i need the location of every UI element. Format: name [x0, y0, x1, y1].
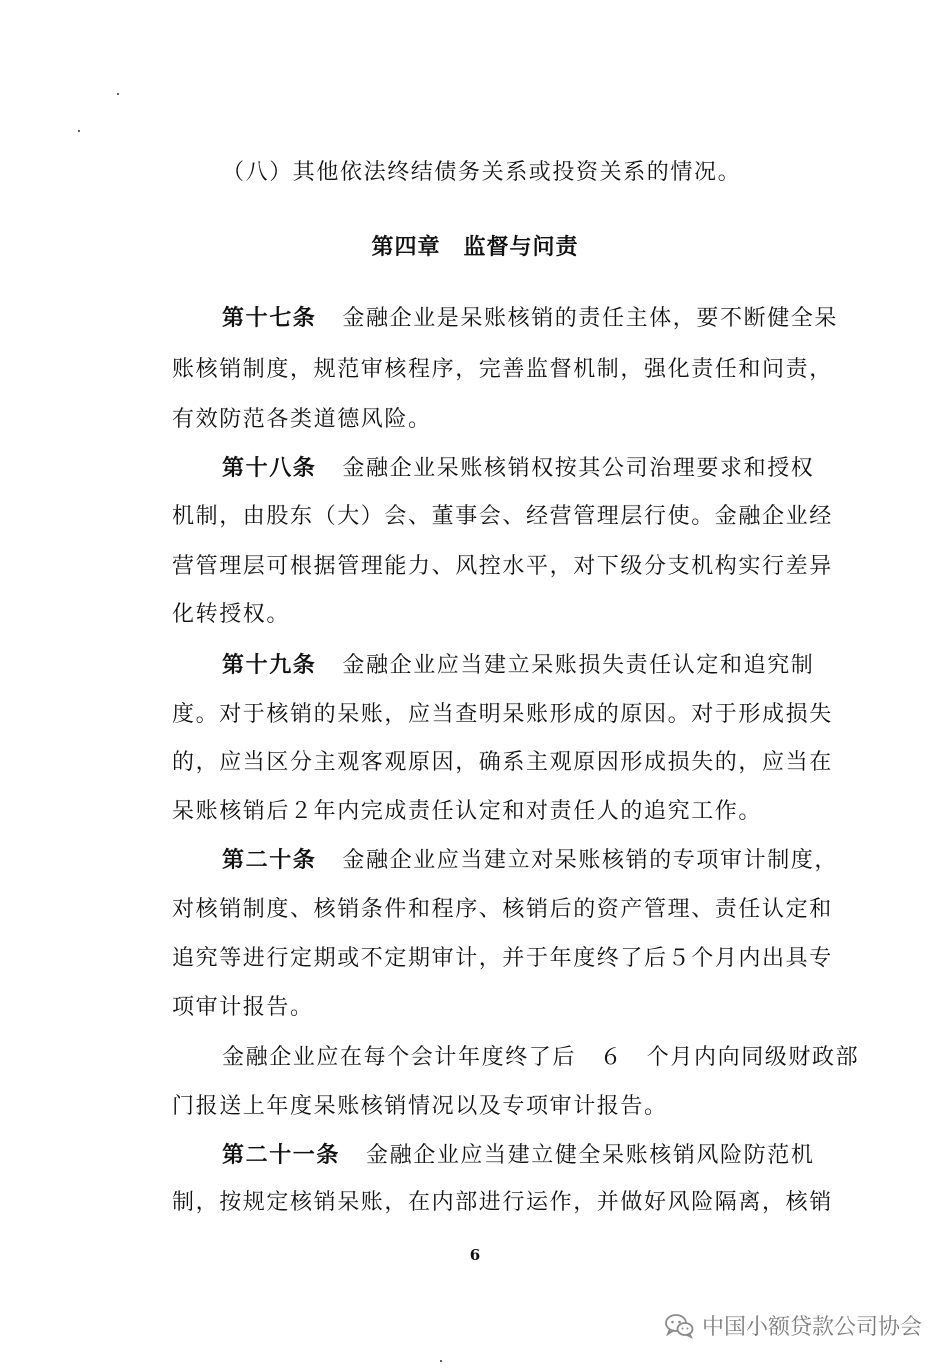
article-19-line-4: 呆账核销后２年内完成责任认定和对责任人的追究工作。: [172, 799, 763, 824]
article-20-line-2: 对核销制度、核销条件和程序、核销后的资产管理、责任认定和: [172, 897, 833, 922]
article-17-text-1: 金融企业是呆账核销的责任主体，要不断健全呆: [342, 306, 839, 331]
article-18-line-2: 机制，由股东（大）会、董事会、经营管理层行使。金融企业经: [172, 504, 833, 529]
article-18-line-1: [222, 453, 814, 484]
watermark: [664, 1310, 922, 1341]
article-21-text-1: 金融企业应当建立健全呆账核销风险防范机: [366, 1143, 815, 1168]
scan-speck: [78, 130, 80, 132]
article-20-line-3: 追究等进行定期或不定期审计，并于年度终了后５个月内出具专: [172, 946, 833, 971]
article-19-line-3: 的，应当区分主观客观原因，确系主观原因形成损失的，应当在: [172, 750, 833, 775]
article-20-label: 第二十条: [222, 847, 317, 873]
article-19-line-2: 度。对于核销的呆账，应当查明呆账形成的原因。对于形成损失: [172, 702, 833, 727]
intro-line: （八）其他依法终结债务关系或投资关系的情况。: [222, 160, 742, 185]
wechat-icon: [664, 1313, 694, 1339]
article-19-label: 第十九条: [222, 652, 317, 678]
article-17-label: 第十七条: [222, 305, 317, 331]
article-20-line-4: 项审计报告。: [172, 995, 314, 1020]
scan-speck: [117, 93, 119, 95]
article-19-line-1: [222, 650, 814, 681]
article-21-line-1: [222, 1140, 814, 1171]
article-17-line-1: [222, 303, 838, 334]
article-18-line-4: 化转授权。: [172, 602, 291, 627]
article-18-line-3: 营管理层可根据管理能力、风控水平，对下级分支机构实行差异: [172, 554, 833, 579]
article-20-text-1: 金融企业应当建立对呆账核销的专项审计制度，: [342, 848, 839, 873]
watermark-text: 中国小额贷款公司协会: [701, 1315, 922, 1340]
chapter-title: 第四章 监督与问责: [371, 235, 579, 260]
scan-speck: [440, 1360, 442, 1362]
article-18-label: 第十八条: [222, 455, 317, 481]
article-21-label: 第二十一条: [222, 1142, 341, 1168]
article-17-line-3: 有效防范各类道德风险。: [172, 407, 432, 432]
page-number: 6: [469, 1246, 481, 1264]
article-17-line-2: 账核销制度，规范审核程序，完善监督机制，强化责任和问责，: [172, 357, 833, 382]
article-20-para2-line-1: 金融企业应在每个会计年度终了后 ６ 个月内向同级财政部: [222, 1045, 860, 1070]
article-18-text-1: 金融企业呆账核销权按其公司治理要求和授权: [342, 456, 815, 481]
article-20-para2-line-2: 门报送上年度呆账核销情况以及专项审计报告。: [172, 1094, 668, 1119]
article-21-line-2: 制，按规定核销呆账，在内部进行运作，并做好风险隔离，核销: [172, 1190, 833, 1215]
article-20-line-1: [222, 845, 838, 876]
article-19-text-1: 金融企业应当建立呆账损失责任认定和追究制: [342, 653, 815, 678]
